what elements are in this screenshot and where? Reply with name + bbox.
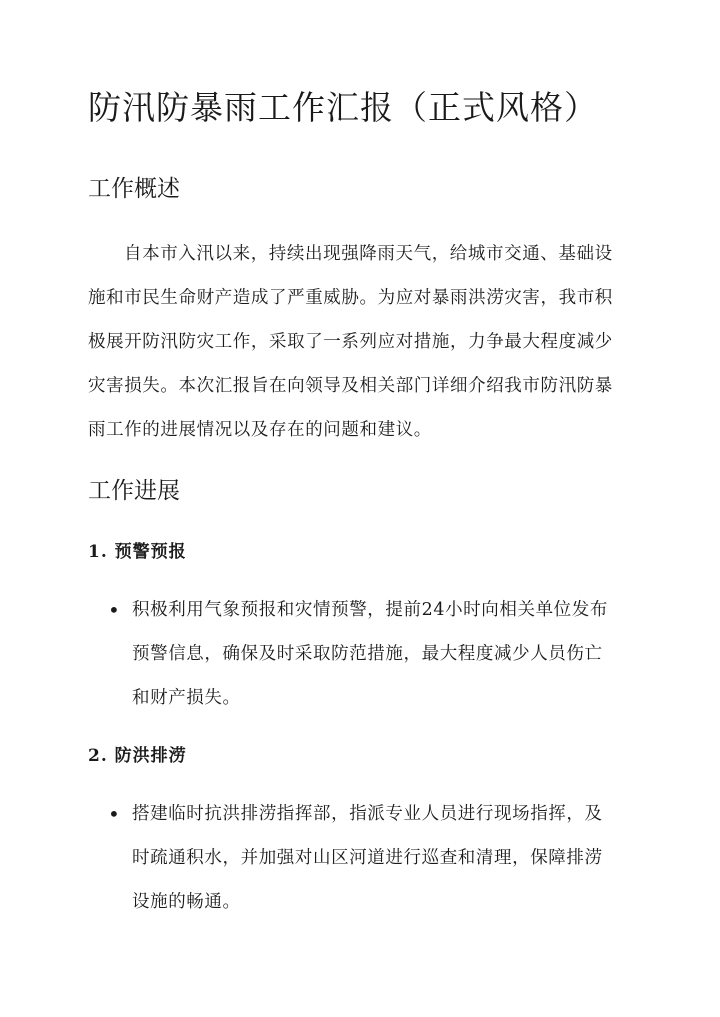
paragraph-line: 极展开防汛防灾工作，采取了一系列应对措施，力争最大程度减少 [88, 332, 613, 352]
bullet-icon: • [108, 802, 120, 826]
paragraph-line: 雨工作的进展情况以及存在的问题和建议。 [88, 420, 432, 440]
subheading-flood-drainage: 2. 防洪排涝 [88, 746, 187, 766]
subheading-early-warning: 1. 预警预报 [88, 542, 187, 562]
list-item-line: 搭建临时抗洪排涝指挥部，指派专业人员进行现场指挥，及 [132, 804, 603, 824]
list-item-line: 时疏通积水，并加强对山区河道进行巡查和清理，保障排涝 [132, 848, 603, 868]
list-item-line: 积极利用气象预报和灾情预警，提前24小时向相关单位发布 [132, 600, 608, 620]
paragraph-line: 施和市民生命财产造成了严重威胁。为应对暴雨洪涝灾害，我市积 [88, 288, 613, 308]
bullet-icon: • [108, 598, 120, 622]
list-item-line: 和财产损失。 [132, 688, 241, 708]
list-item-line: 预警信息，确保及时采取防范措施，最大程度减少人员伤亡 [132, 644, 603, 664]
section-heading-overview: 工作概述 [88, 176, 180, 202]
paragraph-line: 灾害损失。本次汇报旨在向领导及相关部门详细介绍我市防汛防暴 [88, 376, 613, 396]
section-heading-progress: 工作进展 [88, 478, 180, 504]
list-item-line: 设施的畅通。 [132, 892, 241, 912]
document-title: 防汛防暴雨工作汇报（正式风格） [88, 88, 598, 127]
paragraph-line: 自本市入汛以来，持续出现强降雨天气，给城市交通、基础设 [124, 244, 613, 264]
